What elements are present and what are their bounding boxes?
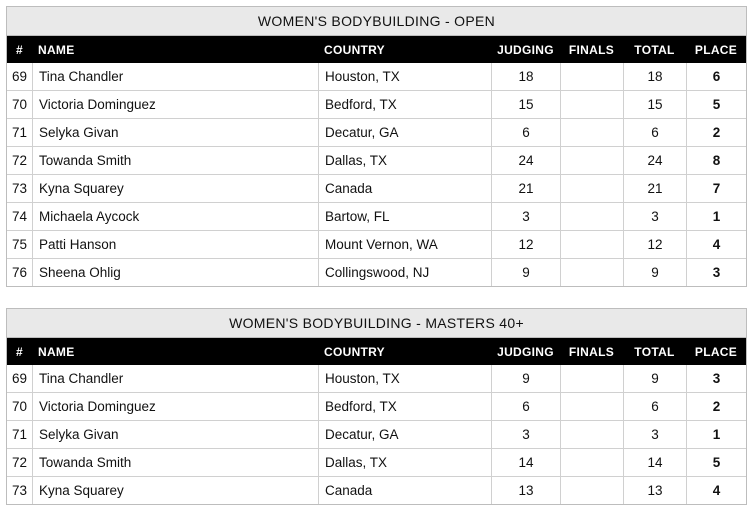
table-row: [7, 258, 746, 286]
cell-place: 3: [686, 259, 746, 286]
cell-total: 21: [623, 175, 686, 202]
results-table-open: [6, 6, 747, 287]
cell-num: 72: [11, 153, 28, 168]
cell-country: Bedford, TX: [318, 393, 491, 420]
cell-total: 18: [623, 63, 686, 90]
col-header-finals: FINALS: [568, 344, 615, 359]
table-row: [7, 230, 746, 258]
cell-num: 71: [11, 125, 28, 140]
cell-finals: [560, 259, 623, 286]
cell-country: Collingswood, NJ: [318, 259, 491, 286]
col-header-name: NAME: [38, 344, 75, 359]
col-header-place: PLACE: [694, 42, 738, 57]
cell-finals: [560, 63, 623, 90]
table-row: [7, 392, 746, 420]
cell-finals: [560, 421, 623, 448]
cell-num: 76: [11, 265, 28, 280]
cell-name: Kyna Squarey: [32, 175, 318, 202]
cell-num: 70: [11, 399, 28, 414]
cell-finals: [560, 231, 623, 258]
cell-place: 2: [686, 119, 746, 146]
cell-num: 75: [11, 237, 28, 252]
cell-country: Canada: [318, 477, 491, 504]
table-header: [7, 36, 746, 63]
cell-total: 12: [623, 231, 686, 258]
table-header: [7, 338, 746, 365]
cell-country: Bedford, TX: [318, 91, 491, 118]
cell-place: 7: [686, 175, 746, 202]
cell-name: Victoria Dominguez: [32, 393, 318, 420]
table-row: [7, 118, 746, 146]
cell-num: 73: [11, 483, 28, 498]
cell-finals: [560, 449, 623, 476]
cell-judging: 15: [491, 91, 560, 118]
table-row: [7, 448, 746, 476]
cell-total: 6: [623, 393, 686, 420]
cell-judging: 13: [491, 477, 560, 504]
col-header-judging: JUDGING: [497, 344, 554, 359]
table-row: [7, 63, 746, 90]
cell-total: 13: [623, 477, 686, 504]
cell-name: Towanda Smith: [32, 147, 318, 174]
cell-judging: 9: [491, 259, 560, 286]
cell-country: Mount Vernon, WA: [318, 231, 491, 258]
cell-judging: 6: [491, 393, 560, 420]
cell-judging: 21: [491, 175, 560, 202]
col-header-name: NAME: [38, 42, 75, 57]
cell-total: 6: [623, 119, 686, 146]
table-row: [7, 476, 746, 504]
cell-name: Victoria Dominguez: [32, 91, 318, 118]
col-header-country: COUNTRY: [324, 344, 385, 359]
cell-num: 69: [11, 69, 28, 84]
cell-name: Michaela Aycock: [32, 203, 318, 230]
col-header-finals: FINALS: [568, 42, 615, 57]
cell-place: 2: [686, 393, 746, 420]
cell-place: 8: [686, 147, 746, 174]
col-header-total: TOTAL: [634, 42, 675, 57]
cell-name: Tina Chandler: [32, 365, 318, 392]
table-row: [7, 365, 746, 392]
cell-judging: 6: [491, 119, 560, 146]
cell-place: 5: [686, 91, 746, 118]
table-row: [7, 202, 746, 230]
cell-judging: 18: [491, 63, 560, 90]
table-title: WOMEN'S BODYBUILDING - OPEN: [7, 7, 746, 36]
cell-total: 9: [623, 365, 686, 392]
table-row: [7, 90, 746, 118]
cell-num: 72: [11, 455, 28, 470]
cell-place: 3: [686, 365, 746, 392]
cell-finals: [560, 365, 623, 392]
cell-finals: [560, 203, 623, 230]
cell-finals: [560, 477, 623, 504]
table-row: [7, 146, 746, 174]
cell-country: Dallas, TX: [318, 147, 491, 174]
cell-country: Houston, TX: [318, 63, 491, 90]
cell-total: 9: [623, 259, 686, 286]
cell-num: 69: [11, 371, 28, 386]
cell-judging: 3: [491, 203, 560, 230]
cell-judging: 14: [491, 449, 560, 476]
col-header-country: COUNTRY: [324, 42, 385, 57]
cell-total: 14: [623, 449, 686, 476]
cell-name: Sheena Ohlig: [32, 259, 318, 286]
col-header-judging: JUDGING: [497, 42, 554, 57]
cell-judging: 12: [491, 231, 560, 258]
cell-num: 74: [11, 209, 28, 224]
cell-finals: [560, 119, 623, 146]
cell-name: Patti Hanson: [32, 231, 318, 258]
cell-country: Bartow, FL: [318, 203, 491, 230]
cell-total: 3: [623, 203, 686, 230]
table-title: WOMEN'S BODYBUILDING - MASTERS 40+: [7, 309, 746, 338]
cell-place: 4: [686, 477, 746, 504]
col-header-num: #: [16, 42, 23, 57]
col-header-num: #: [16, 344, 23, 359]
cell-name: Towanda Smith: [32, 449, 318, 476]
table-body: [7, 63, 746, 286]
cell-finals: [560, 175, 623, 202]
cell-judging: 3: [491, 421, 560, 448]
cell-num: 71: [11, 427, 28, 442]
cell-place: 6: [686, 63, 746, 90]
col-header-total: TOTAL: [634, 344, 675, 359]
cell-finals: [560, 147, 623, 174]
cell-country: Decatur, GA: [318, 421, 491, 448]
cell-total: 3: [623, 421, 686, 448]
cell-name: Kyna Squarey: [32, 477, 318, 504]
cell-place: 4: [686, 231, 746, 258]
cell-total: 15: [623, 91, 686, 118]
cell-country: Decatur, GA: [318, 119, 491, 146]
table-row: [7, 420, 746, 448]
table-body: [7, 365, 746, 504]
results-table-masters-40: [6, 308, 747, 505]
cell-place: 5: [686, 449, 746, 476]
cell-finals: [560, 393, 623, 420]
cell-country: Canada: [318, 175, 491, 202]
cell-judging: 9: [491, 365, 560, 392]
cell-place: 1: [686, 421, 746, 448]
cell-finals: [560, 91, 623, 118]
cell-num: 73: [11, 181, 28, 196]
col-header-place: PLACE: [694, 344, 738, 359]
table-row: [7, 174, 746, 202]
cell-name: Selyka Givan: [32, 119, 318, 146]
cell-name: Tina Chandler: [32, 63, 318, 90]
cell-num: 70: [11, 97, 28, 112]
cell-country: Houston, TX: [318, 365, 491, 392]
cell-place: 1: [686, 203, 746, 230]
cell-name: Selyka Givan: [32, 421, 318, 448]
cell-country: Dallas, TX: [318, 449, 491, 476]
cell-judging: 24: [491, 147, 560, 174]
cell-total: 24: [623, 147, 686, 174]
